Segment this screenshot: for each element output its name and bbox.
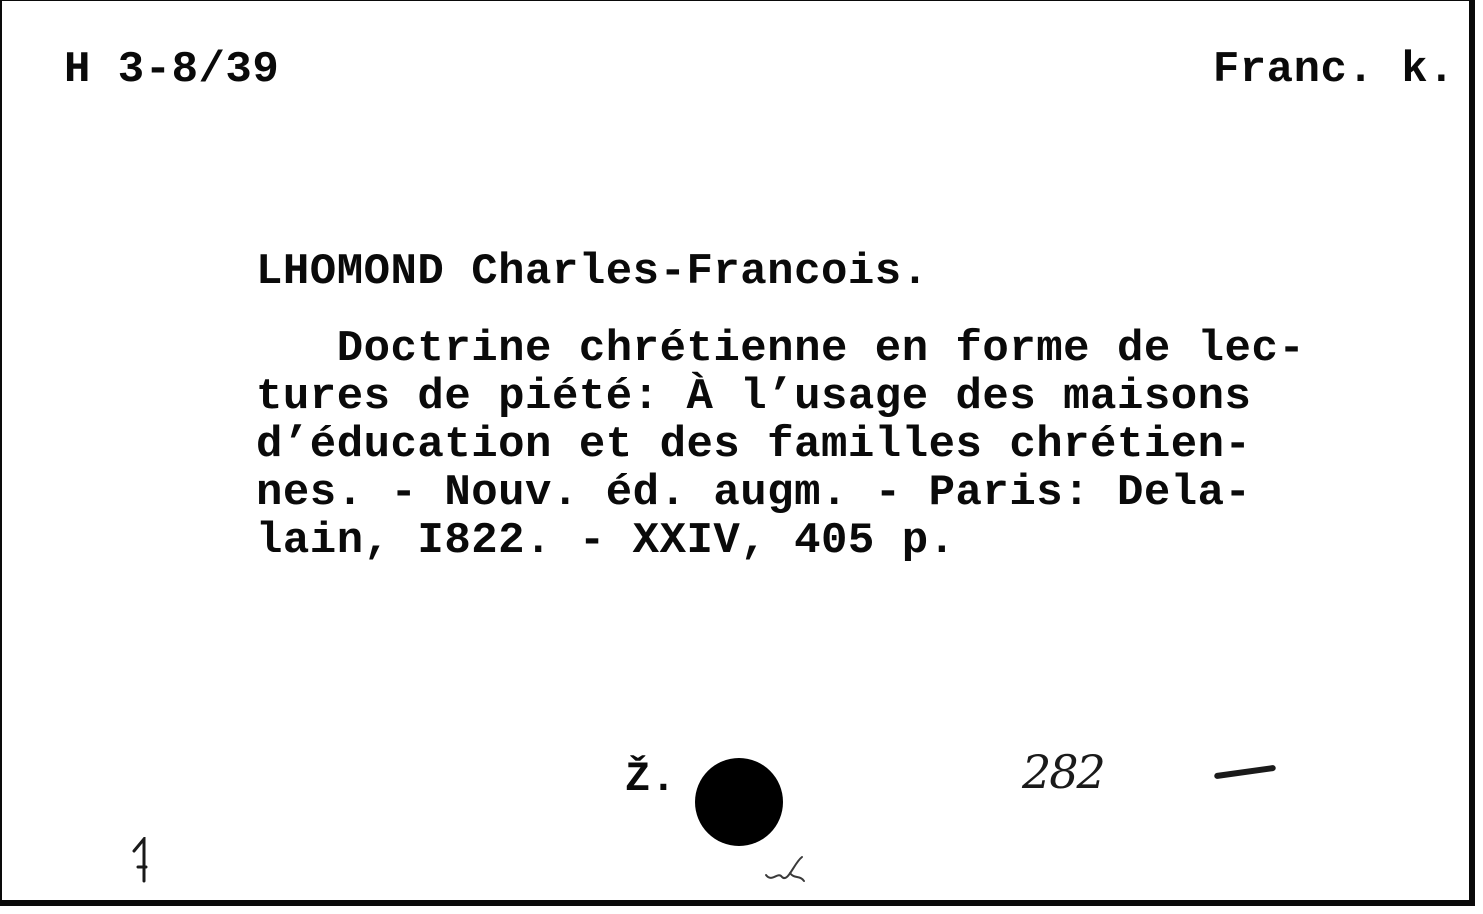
punched-dot-mark xyxy=(695,758,783,846)
description-line: nes. - Nouv. éd. augm. - Paris: Dela- xyxy=(256,468,1252,518)
author-heading: LHOMOND Charles-Francois. xyxy=(256,247,929,297)
description-line: tures de piété: À l’usage des maisons xyxy=(256,372,1252,422)
handwritten-number: 282 xyxy=(1022,745,1104,799)
description-line: Doctrine chrétienne en forme de lec- xyxy=(256,324,1306,374)
bibliographic-description xyxy=(256,325,1305,565)
description-line: d’éducation et des familles chrétien- xyxy=(256,420,1252,470)
pencil-tick-mark xyxy=(130,837,154,885)
handwritten-dash-mark xyxy=(1214,765,1276,780)
shelfmark: H 3-8/39 xyxy=(64,45,280,95)
stamp-label: Ž. xyxy=(625,755,677,803)
description-line: lain, I822. - XXIV, 405 p. xyxy=(256,516,956,566)
pencil-scribble-mark xyxy=(762,853,810,885)
language-code: Franc. k. xyxy=(1212,45,1455,95)
